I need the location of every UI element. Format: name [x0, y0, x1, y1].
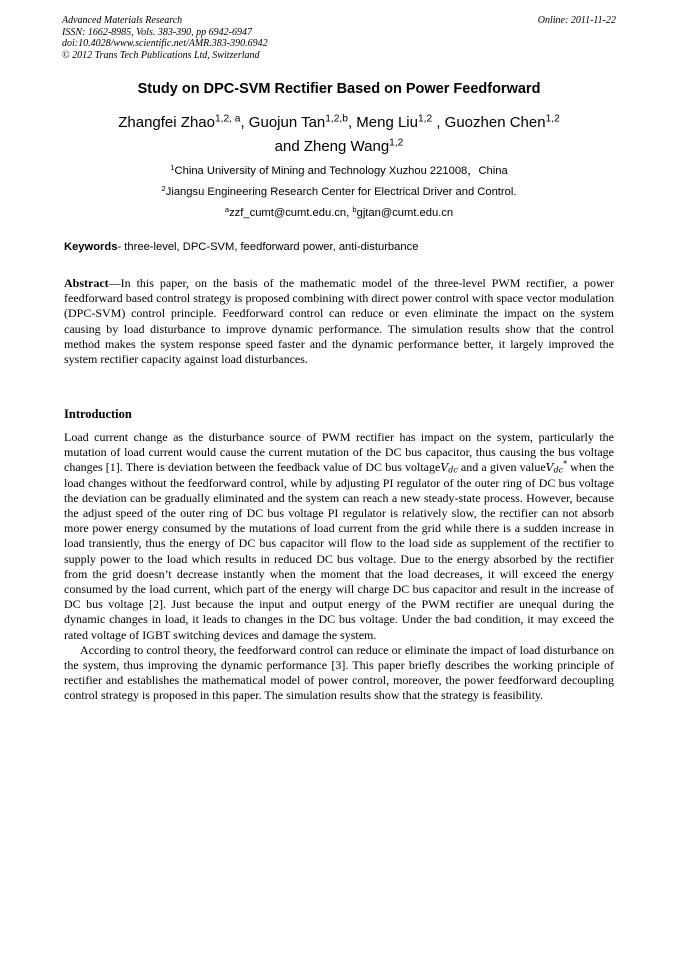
keywords	[64, 240, 616, 254]
paper-title: Study on DPC-SVM Rectifier Based on Power Feedforward	[137, 81, 541, 97]
email-mark: b	[352, 204, 357, 214]
introduction-body	[64, 430, 614, 704]
paragraph-text: and a given value	[457, 460, 546, 475]
affiliation-1	[0, 164, 678, 178]
issn-line: ISSN: 1662-8985, Vols. 383-390, pp 6942-6947	[62, 26, 252, 38]
paragraph	[64, 430, 614, 643]
math-superscript: *	[563, 460, 568, 470]
author-line-2	[70, 138, 608, 156]
math-symbol: V	[545, 461, 554, 475]
affiliation-text: China University of Mining and Technology Xuzhou 221008，China	[174, 165, 508, 177]
keywords-text: - three-level, DPC-SVM, feedforward power, anti-disturbance	[117, 241, 419, 253]
email-mark: a	[224, 204, 230, 214]
math-vdc	[440, 461, 457, 474]
copyright-line: © 2012 Trans Tech Publications Ltd, Switzerland	[62, 49, 260, 61]
email-address: gjtan@cumt.edu.cn	[356, 207, 454, 219]
section-heading-introduction: Introduction	[64, 407, 132, 421]
online-date: Online: 2011-11-22	[537, 15, 616, 26]
abstract	[64, 276, 614, 367]
doi-line: doi:10.4028/www.scientific.net/AMR.383-390.6942	[62, 38, 268, 50]
abstract-label: Abstract	[64, 276, 109, 290]
math-subscript: dc	[553, 465, 564, 475]
journal-name: Advanced Materials Research	[62, 15, 183, 26]
author-emails	[0, 206, 678, 220]
author-name: , Meng Liu	[347, 114, 418, 131]
affiliation-mark: 2	[161, 183, 166, 193]
author-name: , Guojun Tan	[240, 114, 326, 131]
author-affiliation-mark: 1,2, a	[214, 113, 241, 125]
author-affiliation-mark: 1,2	[417, 113, 433, 125]
paragraph-text: when the load changes without the feedforward control, while by adjusting PI regulator of the outer ring of DC bus voltage the deviation can be gradually eliminated and the system can reach a new steady-state process. However, because the adjust speed of the outer ring of DC bus voltage PI regulator is relatively slow, the rectifier can not absorb more power energy consumed by the mutations of load current from the grid while there is a sudden increase in load transiently, thus the energy of DC bus capacitor will flow to the load side as supplement of the rectifier to supply power to the load which results in reduced DC bus voltage. Due to the energy absorbed by the rectifier from the grid doesn’t decrease instantly when the moment that the load decreases, it will exceed the energy consumed by the load current, which part of the energy will charge DC bus capacitor and result in the increase of DC bus voltage [2]. Just because the input and output energy of the PWM rectifier are unequal during the dynamic changes in load, it leads to changes in the DC bus voltage. Under the bad condition, it may exceed the rated voltage of IGBT switching devices and damage the system.	[64, 460, 614, 642]
journal-header	[62, 15, 616, 61]
author-affiliation-mark: 1,2	[545, 113, 560, 125]
paragraph: According to control theory, the feedforward control can reduce or eliminate the impact of load disturbance on the system, thus improving the dynamic performance [3]. This paper briefly describes the working principle of rectifier and establishes the mathematical model of power control, moreover, the power feedforward decoupling control strategy is proposed in this paper. The simulation results show that the strategy is feasibility.	[64, 642, 614, 703]
author-affiliation-mark: 1,2	[389, 137, 404, 149]
paragraph-text: Load current change as the disturbance source of PWM rectifier has impact on the system, particularly the mutation of load current would cause the current mutation of the DC bus capacitor, thus causing the bus voltage changes [1]. There is deviation between the feedback value of DC bus voltage	[64, 430, 614, 475]
author-name: , Guozhen Chen	[432, 114, 546, 131]
affiliation-2	[0, 185, 678, 199]
math-symbol: V	[440, 461, 449, 475]
author-name: Zhangfei Zhao	[118, 114, 215, 131]
math-vdc-star	[546, 461, 567, 474]
author-affiliation-mark: 1,2,b	[325, 113, 348, 125]
keywords-label: Keywords	[64, 241, 118, 253]
email-address: zzf_cumt@cumt.edu.cn,	[229, 207, 353, 219]
author-line-1	[70, 114, 608, 132]
affiliation-mark: 1	[170, 162, 175, 172]
math-subscript: dc	[448, 465, 458, 475]
affiliation-text: Jiangsu Engineering Research Center for Electrical Driver and Control.	[165, 186, 517, 198]
abstract-text: —In this paper, on the basis of the mathematic model of the three-level PWM rectifier, a power feedforward based control strategy is proposed combining with direct power control with space vector modulation (DPC-SVM) control principle. Feedforward control can reduce or even eliminate the impact on the system causing by load disturbance to improve dynamic performance. The simulation results show that the control method makes the system response speed faster and the dynamic performance better, it largely improved the system rectifier capacity against load disturbances.	[64, 276, 614, 367]
author-name: and Zheng Wang	[274, 138, 390, 155]
